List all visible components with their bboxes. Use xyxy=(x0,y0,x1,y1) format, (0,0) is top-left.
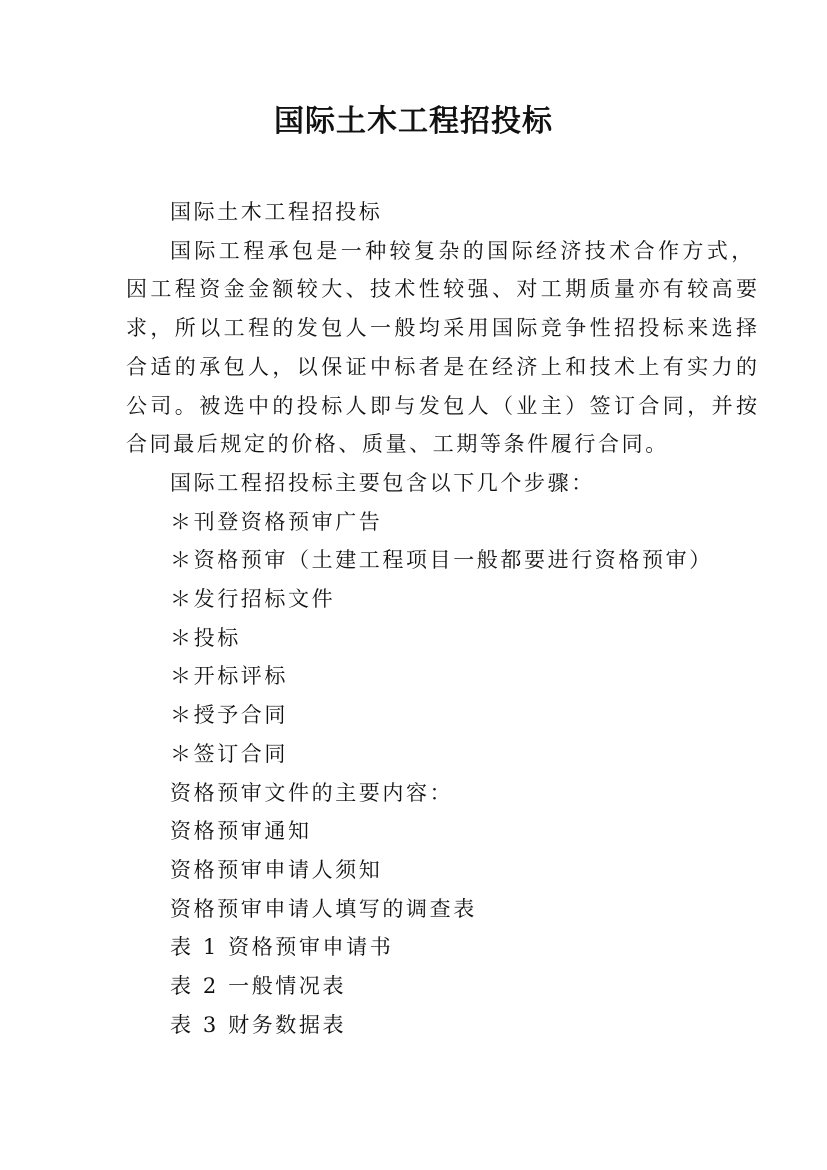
document-title: 国际土木工程招投标 xyxy=(274,104,553,139)
contents-item: 表 1 资格预审申请书 xyxy=(170,935,394,960)
step-item: ＊刊登资格预审广告 xyxy=(170,509,383,534)
subtitle-line: 国际土木工程招投标 xyxy=(170,200,383,224)
step-item: ＊投标 xyxy=(170,625,241,650)
paragraph-line: 合适的承包人，以保证中标者是在经济上和技术上有实力的 xyxy=(126,354,761,379)
step-item: ＊资格预审（土建工程项目一般都要进行资格预审） xyxy=(170,548,713,573)
step-item: ＊开标评标 xyxy=(170,664,288,689)
contents-item: 资格预审申请人须知 xyxy=(170,857,383,882)
contents-heading: 资格预审文件的主要内容： xyxy=(170,780,454,805)
contents-item: 表 3 财务数据表 xyxy=(170,1012,347,1037)
contents-item: 表 2 一般情况表 xyxy=(170,974,347,999)
step-item: ＊发行招标文件 xyxy=(170,587,336,612)
steps-heading: 国际工程招投标主要包含以下几个步骤： xyxy=(170,470,595,495)
paragraph-line: 因工程资金金额较大、技术性较强、对工期质量亦有较高要 xyxy=(126,277,761,302)
step-item: ＊授予合同 xyxy=(170,703,288,728)
paragraph-line: 求，所以工程的发包人一般均采用国际竞争性招投标来选择 xyxy=(126,316,761,341)
contents-item: 资格预审通知 xyxy=(170,819,312,844)
paragraph-line: 公司。被选中的投标人即与发包人（业主）签订合同，并按 xyxy=(126,393,761,418)
contents-item: 资格预审申请人填写的调查表 xyxy=(170,896,477,921)
paragraph-line: 国际工程承包是一种较复杂的国际经济技术合作方式， xyxy=(170,238,756,263)
document-body xyxy=(126,193,761,1044)
paragraph-line: 合同最后规定的价格、质量、工期等条件履行合同。 xyxy=(126,432,669,457)
step-item: ＊签订合同 xyxy=(170,741,288,766)
